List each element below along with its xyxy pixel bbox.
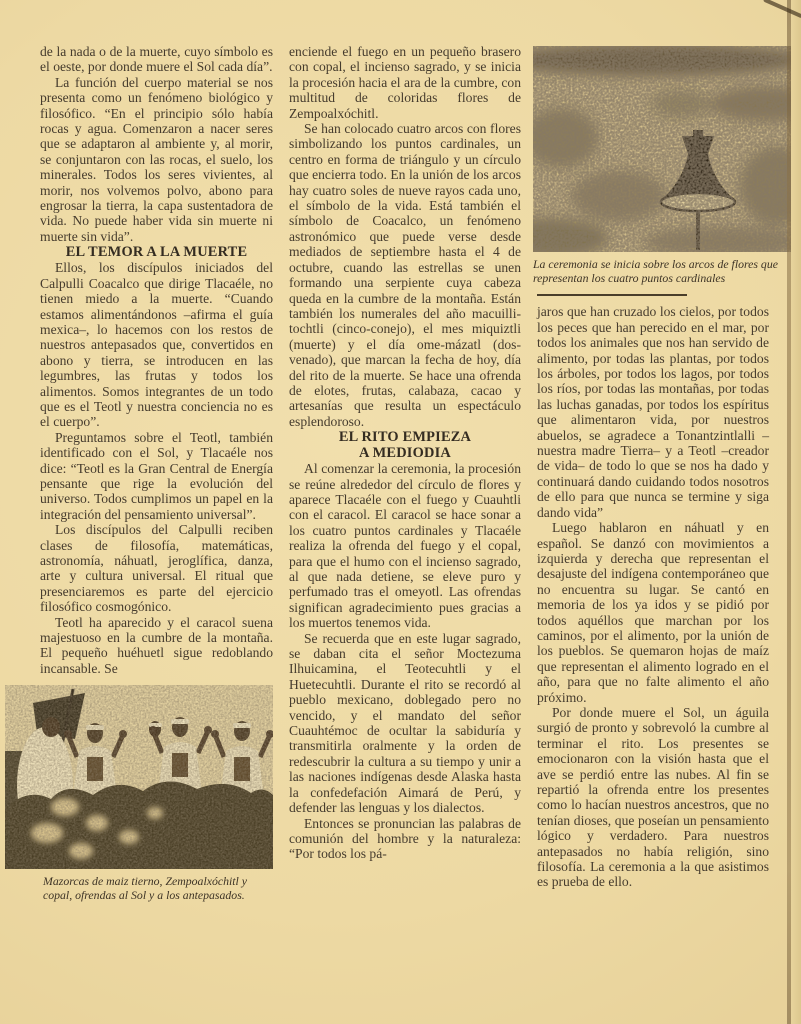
page-edge-strip	[791, 0, 801, 1024]
censer-flower-arches-photo	[533, 46, 791, 252]
paragraph: jaros que han cruzado los cielos, por todos los peces que han perecido en el mar, por todos los animales que nos han servido de alimento, por todas las plantas, por todos los árboles, por todos los lagos, por todos los ríos, por todas las montañas, por todas las luchas ganadas, por todos los espíritus que alimentaron vida, por nuestros abuelos, se agradece a Tonantzintlalli –nuestra madre Tierra– y a Teotl –creador de vida– de todo lo que se nos ha dado y continuará dando cuidando todos nosotros de ello para que nunca se termine y siga dando vida”	[537, 304, 769, 520]
column-2	[289, 44, 521, 862]
paragraph: Se recuerda que en este lugar sagrado, se daban cita el señor Moctezuma Ilhuicamina, el Teotecuhtli y el Huetecuhtli. Durante el rito se recordó al pueblo mexicano, doblegado pero no vencido, y el mandato del señor Cuauhtémoc de ocultar la sabiduría y transmitirla oralmente y la orden de redescubrir la cultura a su tiempo y unir a las naciones indígenas desde Alaska hasta la confedefación Aimará de Perú, y defender las lenguas y los dialectos.	[289, 630, 521, 816]
section-heading-el-rito	[289, 429, 521, 461]
paragraph: de la nada o de la muerte, cuyo símbolo es el oeste, por donde muere el Sol cada día”.	[40, 44, 273, 75]
paragraph: Se han colocado cuatro arcos con flores simbolizando los puntos cardinales, un centro en forma de triángulo y un círculo que encierra todo. En la unión de los arcos hay cuatro soles de nueve rayos cada uno, el símbolo de la vida. Está también el símbolo de Coacalco, un fenómeno astronómico que puede verse desde mediados de septiembre hasta el 4 de octubre, cuando las estrellas se unen formando una serpiente cuya cabeza queda en la cumbre de la montaña. Están también los numerales del año macuilli-tochtli (cinco-conejo), el mes miquiztli (muerte) y el día ome-mázatl (dos-venado), que marcan la fecha de hoy, día del rito de la muerte. Se hace una ofrenda de elotes, frutas, calabaza, cacao y artesanías que resulta un espectáculo esplendoroso.	[289, 121, 521, 429]
ceremony-participants-photo	[5, 685, 273, 869]
paragraph: Teotl ha aparecido y el caracol suena majestuoso en la cumbre de la montaña. El pequeño huéhuetl sigue redoblando incansable. Se	[40, 614, 273, 676]
section-divider-rule	[537, 294, 687, 296]
paragraph: Entonces se pronuncian las palabras de comunión del hombre y la naturaleza: “Por todos los pá-	[289, 815, 521, 862]
paragraph: Ellos, los discípulos iniciados del Calpulli Coacalco que dirige Tlacaéle, no tienen miedo a la muerte. “Cuando estamos alimentándonos –afirma el guía mexica–, lo hacemos con los restos de nuestros antepasados que, convertidos en abono y tierra, se introducen en las legumbres, las frutas y todos los alimentos. Somos integrantes de un todo que es el Teotl y nuestra conciencia no es el cuerpo”.	[40, 260, 273, 430]
section-heading-el-temor: EL TEMOR A LA MUERTE	[65, 244, 248, 261]
paragraph: Preguntamos sobre el Teotl, también identificado con el Sol, y Tlacaéle nos dice: “Teotl es la Gran Central de Energía pensante que rige la evolución del universo. Todos cumplimos un papel en la integración del pensamiento universal”.	[40, 429, 273, 522]
paragraph: La función del cuerpo material se nos presenta como un fenómeno biológico y filosófico. “En el principio sólo había rocas y agua. Comenzaron a nacer seres que se adaptaron al ambiente y, al morir, se conjuntaron con las rocas, el suelo, los minerales. Todos los seres vivientes, al morir, nos volvemos polvo, abono para engrosar la tierra, la capa sustentadora de vida. No puede haber vida sin muerte ni muerte sin vida”.	[40, 74, 273, 244]
paragraph: Los discípulos del Calpulli reciben clases de filosofía, matemáticas, astronomía, náhuatl, jeroglífica, danza, arte y cultura universal. El ritual que presenciaremos es parte del ejercicio filosófico cosmogónico.	[40, 522, 273, 615]
paragraph: enciende el fuego en un pequeño brasero con copal, el incienso sagrado, y se inicia la procesión hacia el ara de la cumbre, con multitud de coloridas flores de Zempoalxóchitl.	[289, 44, 521, 121]
heading-line-1: EL RITO EMPIEZA	[338, 429, 472, 446]
paragraph: Luego hablaron en náhuatl y en español. Se danzó con movimientos a izquierda y derecha que representan el desajuste del indígena contemporáneo que no encuentra su lugar. Se cantó en memoria de los ya idos y se pidió por todos aquéllos que marchan por los caminos, por el alimento, por la unión de los pueblos. Se quemaron hojas de maíz que representan el alimento logrado en el año, para que no falte alimento el año próximo.	[537, 520, 769, 705]
photo-offering-ceremony	[5, 685, 273, 902]
photo-flower-arches	[533, 46, 791, 285]
heading-line-2: A MEDIODIA	[359, 445, 451, 462]
paragraph: Al comenzar la ceremonia, la procesión se reúne alrededor del círculo de flores y aparece Tlacaéle con el fuego y Cuauhtli con el caracol. El caracol se hace sonar a los cuatro puntos cardinales y Tlacaéle realiza la ofrenda del fuego y el copal, para que el humo con el incienso sagrado, al que nada detiene, se eleve puro y perfumado tras el omeyotl. Las ofrendas significan agradecimiento pues gracias a los muertos tenemos vida.	[289, 461, 521, 631]
paragraph: Por donde muere el Sol, un águila surgió de pronto y sobrevoló la cumbre al terminar el rito. Los presentes se emocionaron con la visión hasta que el ave se perdió entre las nubes. Al fin se repartió la ofrenda entre los presentes como lo hacían nuestros ancestros, que no tenían dioses, que poseían un pensamiento lógico y verdadero. Para nuestros antepasados no había religión, sino filosofía. La ceremonia a la que asistimos es prueba de ello.	[537, 704, 769, 890]
column-1	[40, 44, 273, 903]
photo-caption-bottom-left: Mazorcas de maiz tierno, Zempoalxóchitl y copal, ofrendas al Sol y a los antepasados.	[43, 874, 248, 903]
photo-caption-top-right: La ceremonia se inicia sobre los arcos de flores que representan los cuatro puntos cardinales	[533, 257, 778, 286]
column-3	[533, 44, 778, 890]
